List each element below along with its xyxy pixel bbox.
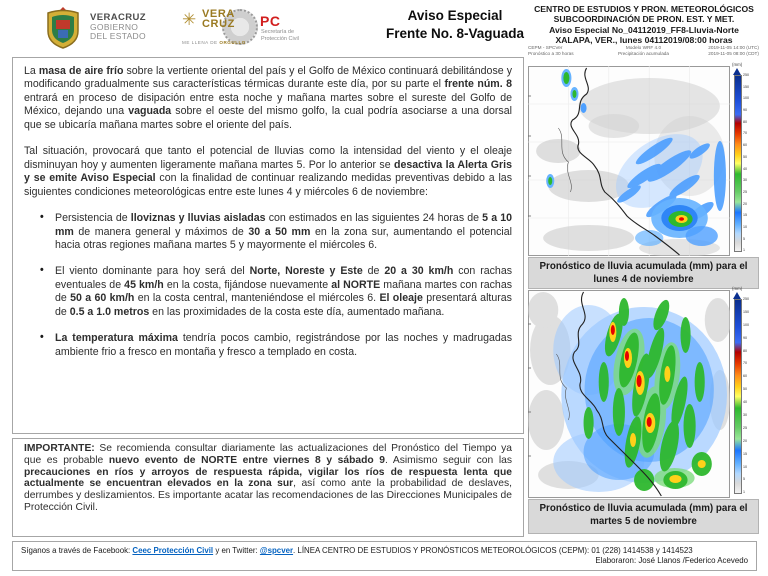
colorbar-tick-label: 100 [743,96,749,101]
colorbar-tick-label: 10 [743,464,747,469]
colorbar-tick-label: 80 [743,119,747,124]
colorbar-arrow-icon [733,292,741,299]
colorbar-tick-label: 25 [743,189,747,194]
bullet-wind-waves: • El viento dominante para hoy será del Norte, Noreste y Este de 20 a 30 km/h con rachas eventuales de 45 km/h en la costa, fijándose nuevamente al NORTE mañana martes con rachas de 50 a 60 km/h en la costa central, manteniéndose el miércoles 6. El oleaje presentará alturas de 0.5 a 1.0 metros en las proximidades de la costa este día, aumentado mañana. [40,265,512,319]
precipitation-map-monday [528,62,759,256]
meta-valid-time: 2019-11-05 14:00 (UTC) 2019-11-05 08:00 (CDT) [708,45,759,57]
colorbar-tick-label: 250 [743,297,749,301]
colorbar-tick-label: 60 [743,143,747,148]
veracruz-brand-star-icon: ✳ [182,10,197,29]
gov-logo-veracruz: VERACRUZ [90,12,146,23]
important-text: IMPORTANTE: Se recomienda consultar diariamente las actualizaciones del Pronóstico del Tiempo ya que es probable nuevo evento de NORTE entre viernes 8 y sábado 9. Asimismo seguir con las precauciones en ríos y arroyos de respuesta rápida, vigilar los ríos de respuesta lenta que actualmente se encuentran elevados en la zona sur, así como ante la probabilidad de deslaves, derrumbes y deslizamientos. Es importante acatar las recomendaciones de las Direcciones Municipales de Protección Civil. [24,443,512,514]
pc-logo-subtitle: Secretaría de Protección Civil [261,29,299,42]
colorbar-tick-labels [743,298,749,495]
footer-credit: Elaboraron: José Llanos /Federico Acevedo [595,556,748,565]
colorbar-tick-label: 30 [743,413,747,418]
twitter-link[interactable]: @spcver [259,546,294,555]
colorbar-tick-label: 50 [743,154,747,159]
title-line-2: Frente No. 8-Vaguada [385,25,525,41]
map-caption-monday: Pronóstico de lluvia acumulada (mm) para el lunes 4 de noviembre [528,257,759,289]
colorbar-tick-label: 20 [743,438,747,443]
pc-logo-abbr: PC [260,13,281,29]
colorbar-tick-label: 1 [743,248,745,253]
colorbar-tick-label: 250 [743,73,749,77]
colorbar-unit-label: (mm) [732,286,743,291]
gov-logo-del-estado: DEL ESTADO [90,30,146,41]
footer-social-line: Síganos a través de Facebook: Ceec Protección Civil y en Twitter: @spcver. LÍNEA CENTRO DE ESTUDIOS Y PRONÓSTICOS METEOROLÓGICOS (CEPM): 01 (228) 1414538 y 1414523 [21,546,693,555]
colorbar-tick-label: 30 [743,178,747,183]
colorbar-tuesday [730,286,759,498]
colorbar-gradient [734,299,742,494]
colorbar-tick-label: 50 [743,387,747,392]
map-tuesday-plot [528,290,730,498]
colorbar-tick-label: 15 [743,213,747,218]
important-notice-box [12,438,524,537]
conditions-bullet-list [40,212,512,359]
gov-logo-gobierno: GOBIERNO [90,21,139,32]
colorbar-tick-label: 90 [743,108,747,113]
paragraph-synopsis: La masa de aire frío sobre la vertiente oriental del país y el Golfo de México continuará debilitándose y modificando gradualmente sus características térmicas durante este día, por su parte el frente núm. 8 entrará en proceso de disipación entre esta noche y mañana martes sobre el sureste del Golfo de México, dejando una vaguada sobre el oeste del mismo golfo, la cual podría asociarse a una dorsal que se ubicaría mañana martes sobre el oriente del país. [24,65,512,131]
colorbar-tick-label: 5 [743,477,745,482]
veracruz-brand-wordmark: VERA CRUZ [202,8,235,31]
gov-logo-text [90,13,146,41]
colorbar-monday [730,62,759,256]
title-line-1: Aviso Especial [407,8,503,23]
colorbar-tick-label: 40 [743,166,747,171]
issuing-office-header: CENTRO DE ESTUDIOS Y PRON. METEOROLÓGICOS SUBCOORDINACIÓN DE PRON. EST. Y MET. Aviso Especial No_04112019_FF8-Lluvia-Norte XALAPA, VER., lunes 04112019/08:00 horas [534,4,754,46]
colorbar-tick-label: 100 [743,322,749,327]
veracruz-coat-of-arms-logo [42,5,84,50]
veracruz-brand-tagline: ME LLENA DE ORGULLO [182,40,246,45]
colorbar-tick-label: 70 [743,361,747,366]
facebook-link[interactable]: Ceec Protección Civil [132,546,214,555]
colorbar-tick-labels [743,74,749,253]
colorbar-tick-label: 60 [743,374,747,379]
colorbar-tick-label: 10 [743,224,747,229]
paragraph-alert-status: Tal situación, provocará que tanto el potencial de lluvias como la intensidad del viento y el oleaje disminuyan hoy y aumenten ligeramente mañana martes 5. Por lo anterior se desactiva la Alerta Gris y se emite Aviso Especial con la finalidad de continuar realizando medidas preventivas debido a las siguientes condiciones meteorológicas entre este lunes 4 y miércoles 6 de noviembre: [24,145,512,198]
colorbar-tick-label: 20 [743,201,747,206]
map-model-metadata [528,45,759,57]
colorbar-tick-label: 40 [743,400,747,405]
colorbar-tick-label: 150 [743,309,749,314]
colorbar-tick-label: 5 [743,236,745,241]
colorbar-tick-label: 150 [743,84,749,89]
colorbar-tick-label: 70 [743,131,747,136]
colorbar-tick-label: 15 [743,451,747,456]
map-caption-tuesday: Pronóstico de lluvia acumulada (mm) para el martes 5 de noviembre [528,499,759,534]
map-monday-plot [528,66,730,256]
colorbar-tick-label: 80 [743,348,747,353]
precipitation-map-tuesday [528,286,759,498]
colorbar-tick-label: 25 [743,425,747,430]
colorbar-arrow-icon [733,68,741,75]
colorbar-unit-label: (mm) [732,62,743,67]
colorbar-gradient [734,75,742,252]
bullet-rain: • Persistencia de lloviznas y lluvias aisladas con estimados en las siguientes 24 horas de 5 a 10 mm de manera general y máximos de 30 a 50 mm en la zona sur, aumentando el potencial hacia otras regiones mañana martes 5 y mayormente el miércoles 6. [40,212,512,252]
colorbar-tick-label: 90 [743,335,747,340]
meta-source: CEPM - SPCVer Pronóstico a 30 horas [528,45,574,57]
meta-model: Modelo WRF 4.0 Precipitación acumulada [617,45,670,57]
footer-contact-box [12,541,757,571]
bullet-temperature: • La temperatura máxima tendría pocos cambio, registrándose por las noches y madrugadas ambiente frio a fresco en montaña y fresco a templado en costa. [40,332,512,359]
advisory-main-text-box [12,57,524,434]
colorbar-tick-label: 1 [743,490,745,495]
